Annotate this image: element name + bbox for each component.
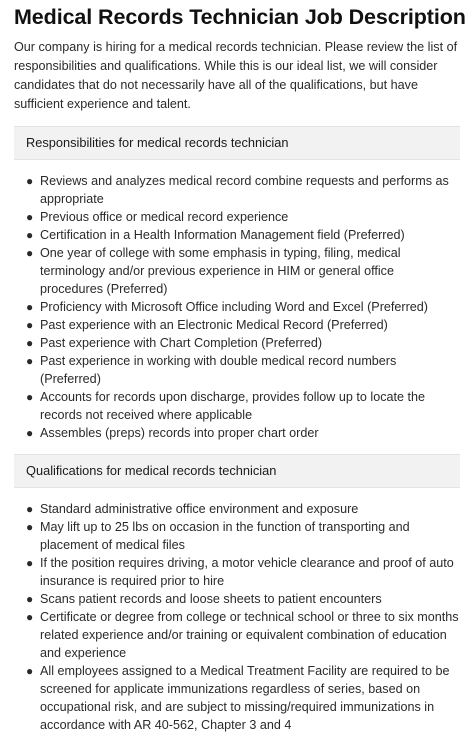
bullet-icon: ● — [26, 228, 34, 242]
list-item — [26, 424, 460, 442]
list-item-text: Certificate or degree from college or technical school or three to six months related experience and/or training or equivalent combination of education and experience — [40, 610, 459, 660]
list-item — [26, 662, 460, 734]
list-item-text: Past experience with Chart Completion (Preferred) — [40, 336, 323, 350]
bullet-icon: ● — [26, 318, 34, 332]
list-item-text: Previous office or medical record experience — [40, 210, 289, 224]
list-item — [26, 500, 460, 518]
responsibilities-header: Responsibilities for medical records technician — [14, 126, 460, 160]
list-item — [26, 518, 460, 554]
bullet-icon: ● — [26, 664, 34, 678]
list-item-text: Standard administrative office environment and exposure — [40, 502, 359, 516]
list-item — [26, 334, 460, 352]
list-item-text: Past experience in working with double medical record numbers (Preferred) — [40, 354, 397, 386]
bullet-icon: ● — [26, 336, 34, 350]
list-item — [26, 352, 460, 388]
list-item — [26, 388, 460, 424]
responsibilities-list — [14, 172, 460, 442]
list-item — [26, 590, 460, 608]
list-item — [26, 298, 460, 316]
list-item-text: Reviews and analyzes medical record combine requests and performs as appropriate — [40, 174, 449, 206]
list-item-text: Past experience with an Electronic Medical Record (Preferred) — [40, 318, 388, 332]
bullet-icon: ● — [26, 610, 34, 624]
list-item — [26, 244, 460, 298]
bullet-icon: ● — [26, 390, 34, 404]
list-item-text: Assembles (preps) records into proper chart order — [40, 426, 319, 440]
list-item-text: Accounts for records upon discharge, provides follow up to locate the records not received where applicable — [40, 390, 426, 422]
list-item-text: One year of college with some emphasis in typing, filing, medical terminology and/or previous experience in HIM or general office procedures (Preferred) — [40, 246, 401, 296]
bullet-icon: ● — [26, 556, 34, 570]
list-item — [26, 316, 460, 334]
list-item — [26, 554, 460, 590]
list-item-text: If the position requires driving, a motor vehicle clearance and proof of auto insurance is required prior to hire — [40, 556, 454, 588]
bullet-icon: ● — [26, 210, 34, 224]
qualifications-list — [14, 500, 460, 734]
list-item-text: All employees assigned to a Medical Treatment Facility are required to be screened for applicate immunizations regardless of series, based on occupational risk, and are subject to missing/required immunizations in accordance with AR 40-562, Chapter 3 and 4 — [40, 664, 450, 732]
bullet-icon: ● — [26, 354, 34, 368]
bullet-icon: ● — [26, 502, 34, 516]
list-item-text: Certification in a Health Information Management field (Preferred) — [40, 228, 405, 242]
list-item-text: May lift up to 25 lbs on occasion in the function of transporting and placement of medical files — [40, 520, 410, 552]
list-item-text: Scans patient records and loose sheets to patient encounters — [40, 592, 382, 606]
page-title: Medical Records Technician Job Description — [14, 5, 466, 29]
intro-paragraph: Our company is hiring for a medical records technician. Please review the list of responsibilities and qualifications. While this is our ideal list, we will consider candidates that do not necessarily have all of the qualifications, but have sufficient experience and talent. — [14, 40, 458, 111]
bullet-icon: ● — [26, 592, 34, 606]
list-item — [26, 608, 460, 662]
bullet-icon: ● — [26, 174, 34, 188]
bullet-icon: ● — [26, 300, 34, 314]
list-item-text: Proficiency with Microsoft Office including Word and Excel (Preferred) — [40, 300, 428, 314]
list-item — [26, 226, 460, 244]
bullet-icon: ● — [26, 520, 34, 534]
bullet-icon: ● — [26, 426, 34, 440]
list-item — [26, 172, 460, 208]
qualifications-header: Qualifications for medical records technician — [14, 454, 460, 488]
bullet-icon: ● — [26, 246, 34, 260]
list-item — [26, 208, 460, 226]
